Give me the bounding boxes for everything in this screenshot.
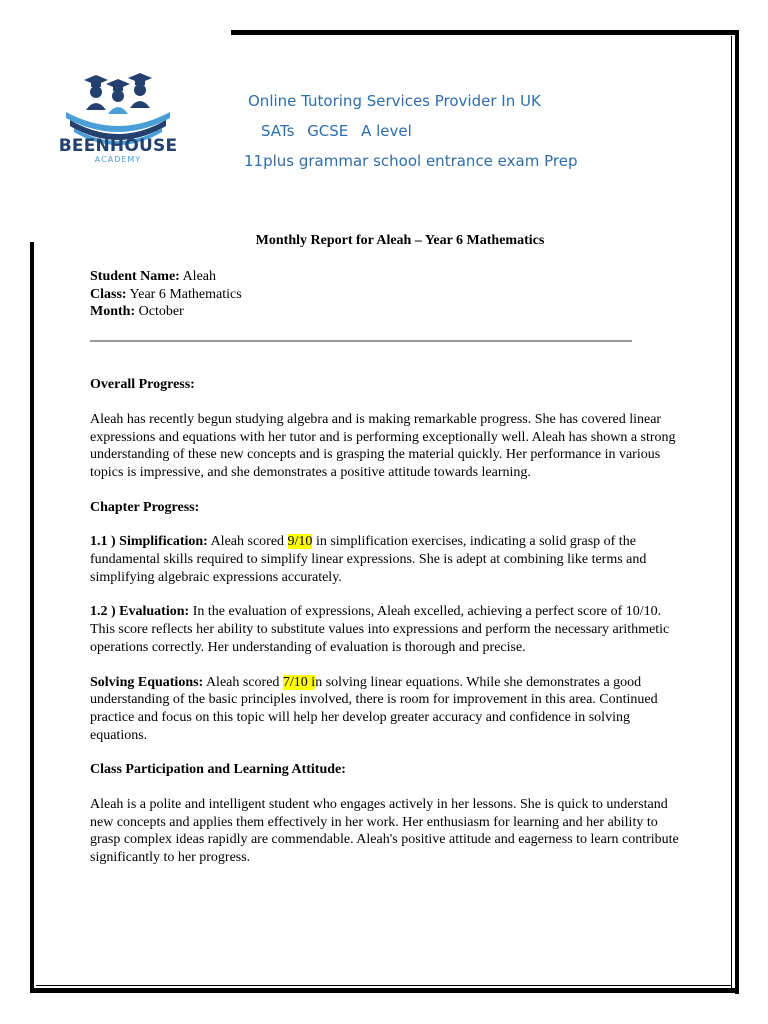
evaluation-text: In the evaluation of expressions, Aleah excelled, achieving a perfect score of 10/10. This score reflects her ability to substitute values into expressions and perform the necessary arithmetic operations correctly. Her understanding of evaluation is thorough and precise. <box>90 604 670 655</box>
class-label: Class: <box>90 286 127 302</box>
header-item-a-level: A level <box>361 122 412 140</box>
solving-score-highlight: 7/10 i <box>282 674 316 690</box>
class-value: Year 6 Mathematics <box>126 286 242 302</box>
solving-post: n solving linear equations. While she demonstrates a good understanding of the basic principles involved, there is room for improvement in this area. Continued practice and focus on this topic will help her develop greater accuracy and confidence in solving equations. <box>90 674 658 743</box>
student-name-label: Student Name: <box>90 269 180 284</box>
participation-text: Aleah is a polite and intelligent student who engages actively in her lessons. She is quick to understand new concepts and applies them effectively in her work. Her enthusiasm for learning and her ability to grasp complex ideas rapidly are commendable. Aleah's positive attitude and eagerness to learn contribute significantly to her progress. <box>90 797 679 866</box>
page-border-bottom <box>30 988 739 993</box>
evaluation-paragraph <box>90 603 680 656</box>
overall-progress-text: Aleah has recently begun studying algebra and is making remarkable progress. She has covered linear expressions and equations with her tutor and is performing exceptionally well. Aleah has shown a strong understanding of these new concepts and is grasping the material quickly. Her performance in various topics is impressive, and she demonstrates a positive attitude towards learning. <box>90 411 676 480</box>
simplification-paragraph <box>90 533 680 586</box>
solving-equations-label: Solving Equations: <box>90 674 204 690</box>
simplification-pre: Aleah scored <box>207 534 288 550</box>
simplification-score-highlight: 9/10 <box>287 534 313 550</box>
participation-heading: Class Participation and Learning Attitude: <box>90 762 346 778</box>
solving-pre: Aleah scored <box>203 674 283 690</box>
header-line-3: 11plus grammar school entrance exam Prep <box>244 152 578 170</box>
report-body <box>90 268 680 884</box>
page-border-left <box>30 242 34 993</box>
month-label: Month: <box>90 304 136 320</box>
simplification-label: 1.1 ) Simplification: <box>90 534 208 550</box>
logo-name: BEENHOUSE <box>58 136 178 156</box>
evaluation-label: 1.2 ) Evaluation: <box>90 604 190 620</box>
page-border-top <box>231 30 739 35</box>
simplification-post: in simplification exercises, indicating a solid grasp of the fundamental skills required to simplify linear expressions. She is adept at combining like terms and simplifying algebraic expressions accurately. <box>90 534 647 585</box>
page-border-right <box>735 30 739 994</box>
class-line <box>90 286 680 304</box>
page-border-bottom-inner <box>36 985 732 986</box>
solving-equations-paragraph <box>90 674 680 745</box>
overall-progress-heading: Overall Progress: <box>90 377 195 393</box>
report-title: Monthly Report for Aleah – Year 6 Mathematics <box>255 233 545 248</box>
chapter-progress-heading: Chapter Progress: <box>90 499 200 515</box>
student-name-line <box>90 268 680 286</box>
page-border-right-inner <box>731 36 732 988</box>
header-line-2 <box>253 122 428 140</box>
horizontal-divider <box>90 340 632 342</box>
month-line <box>90 303 680 321</box>
header-item-sats: SATs <box>261 122 295 140</box>
month-value: October <box>135 304 184 320</box>
student-name-value: Aleah <box>179 269 216 284</box>
logo-subtitle: ACADEMY <box>94 155 142 164</box>
header-line-1: Online Tutoring Services Provider In UK <box>248 92 541 110</box>
header-item-gcse: GCSE <box>307 122 349 140</box>
